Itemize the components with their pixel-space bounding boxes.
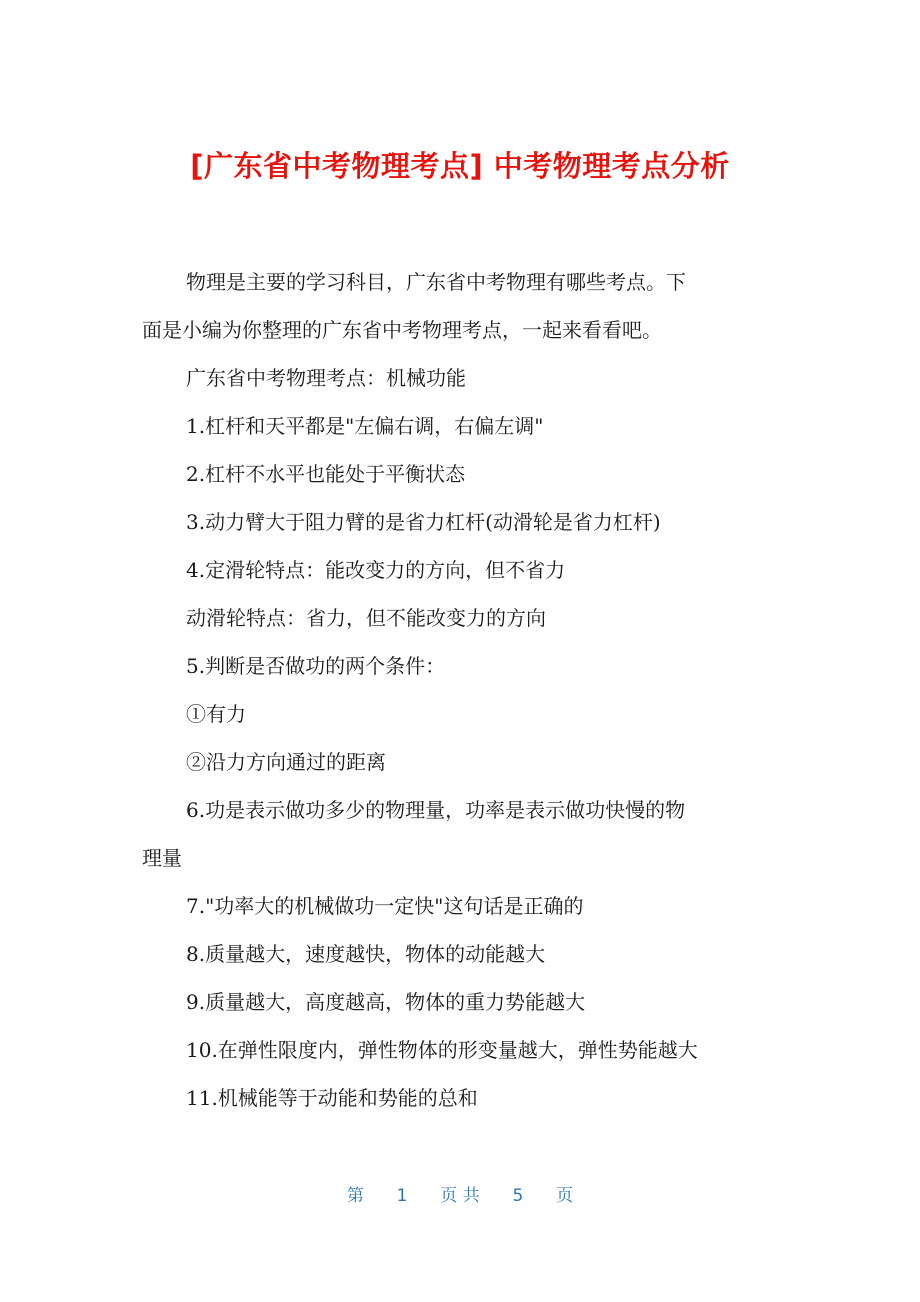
document-body [142, 258, 776, 1122]
list-item: 5.判断是否做功的两个条件： [186, 654, 446, 678]
list-item: 4.定滑轮特点：能改变力的方向，但不省力 [186, 558, 566, 582]
intro-paragraph-line-1: 物理是主要的学习科目，广东省中考物理有哪些考点。下 [186, 270, 686, 294]
list-item: 8.质量越大，速度越快，物体的动能越大 [186, 942, 546, 966]
footer-total-pages: 5 [512, 1186, 524, 1206]
document-title: [广东省中考物理考点] 中考物理考点分析 [190, 149, 730, 183]
list-item: 11.机械能等于动能和势能的总和 [186, 1086, 478, 1110]
footer-prefix: 第 [346, 1186, 364, 1206]
list-item: 1.杠杆和天平都是"左偏右调，右偏左调" [186, 414, 544, 438]
footer-suffix: 页 [556, 1186, 574, 1206]
list-item: 3.动力臂大于阻力臂的是省力杠杆(动滑轮是省力杠杆) [186, 510, 661, 534]
page-footer [0, 1180, 920, 1212]
list-item: 动滑轮特点：省力，但不能改变力的方向 [186, 606, 546, 630]
list-item: 2.杠杆不水平也能处于平衡状态 [186, 462, 466, 486]
list-item-continuation: 理量 [142, 846, 182, 870]
list-item: ①有力 [186, 702, 246, 726]
list-item: 10.在弹性限度内，弹性物体的形变量越大，弹性势能越大 [186, 1038, 698, 1062]
section-heading: 广东省中考物理考点：机械功能 [186, 366, 466, 390]
list-item: 7."功率大的机械做功一定快"这句话是正确的 [186, 894, 584, 918]
list-item: 9.质量越大，高度越高，物体的重力势能越大 [186, 990, 586, 1014]
list-item: ②沿力方向通过的距离 [186, 750, 386, 774]
list-item: 6.功是表示做功多少的物理量，功率是表示做功快慢的物 [186, 798, 686, 822]
footer-page-number: 1 [396, 1186, 408, 1206]
footer-middle: 页 共 [440, 1186, 480, 1206]
intro-paragraph-line-2: 面是小编为你整理的广东省中考物理考点，一起来看看吧。 [142, 318, 662, 342]
